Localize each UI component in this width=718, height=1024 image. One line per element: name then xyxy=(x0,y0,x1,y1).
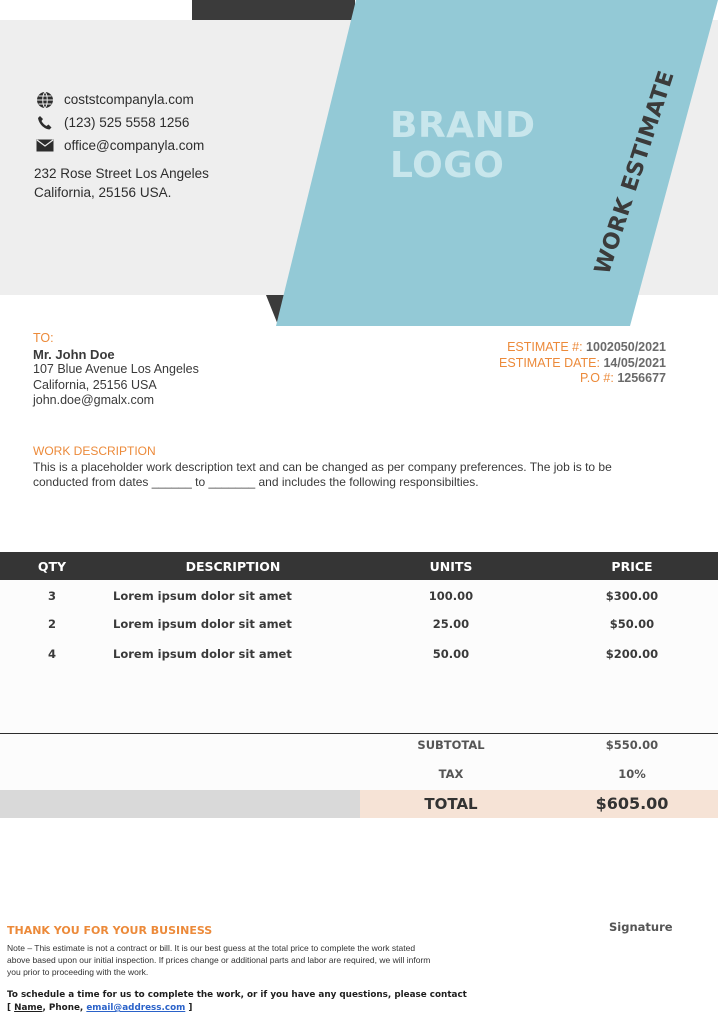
phone-row xyxy=(34,111,204,134)
table-row xyxy=(0,647,718,675)
envelope-icon xyxy=(34,137,56,155)
note-line3: you prior to proceeding with the work. xyxy=(7,966,149,977)
contact-bracket-open: [ xyxy=(7,1003,15,1013)
company-contact xyxy=(34,88,204,157)
row-units: 100.00 xyxy=(428,589,474,603)
estimate-date: 14/05/2021 xyxy=(603,355,666,370)
row-price: $50.00 xyxy=(609,617,655,631)
globe-icon xyxy=(34,91,56,109)
recipient-name: Mr. John Doe xyxy=(33,346,115,362)
phone-icon xyxy=(34,114,56,132)
row-qty: 4 xyxy=(47,647,56,661)
row-units: 50.00 xyxy=(432,647,470,661)
estimate-date-row xyxy=(499,356,666,372)
header-description: DESCRIPTION xyxy=(185,559,281,574)
total-row-gray xyxy=(0,790,360,818)
schedule-text: To schedule a time for us to complete the work, or if you have any questions, please contact xyxy=(7,990,467,1000)
tax-label: TAX xyxy=(438,767,464,781)
brand-logo xyxy=(390,106,536,186)
tax-value: 10% xyxy=(618,767,646,781)
recipient-label: TO: xyxy=(33,331,54,345)
work-description-label: WORK DESCRIPTION xyxy=(33,444,156,458)
brand-logo-line1: BRAND xyxy=(390,105,536,146)
recipient-address-line1: 107 Blue Avenue Los Angeles xyxy=(33,362,199,376)
work-description-line2: conducted from dates ______ to _______ and includes the following responsibilties. xyxy=(33,475,479,489)
subtotal-value: $550.00 xyxy=(605,738,659,752)
company-address-line2: California, 25156 USA. xyxy=(34,185,172,200)
estimate-number: 1002050/2021 xyxy=(586,340,666,354)
company-email[interactable]: office@companyla.com xyxy=(64,138,205,153)
contact-phone: , Phone, xyxy=(42,1003,87,1013)
recipient-address-line2: California, 25156 USA xyxy=(33,377,157,392)
po-row xyxy=(499,371,666,387)
contact-email-link[interactable]: email@address.com xyxy=(86,1003,186,1013)
po-label: P.O #: xyxy=(580,371,614,385)
estimate-number-label: ESTIMATE #: xyxy=(507,340,583,354)
email-row xyxy=(34,134,204,157)
estimate-number-row xyxy=(499,340,666,356)
row-qty: 2 xyxy=(47,617,56,631)
work-description xyxy=(33,444,673,491)
signature-label: Signature xyxy=(609,920,673,934)
recipient-block xyxy=(33,331,199,409)
company-address-line1: 232 Rose Street Los Angeles xyxy=(34,166,209,181)
table-row xyxy=(0,589,718,617)
row-price: $200.00 xyxy=(605,647,659,661)
note-line1: Note – This estimate is not a contract or bill. It is our best guess at the total price to complete the work stated xyxy=(7,943,416,953)
table-row xyxy=(0,617,718,645)
estimate-date-label: ESTIMATE DATE: xyxy=(499,355,600,370)
po-number: 1256677 xyxy=(617,371,666,385)
brand-logo-line2: LOGO xyxy=(390,145,505,186)
document-title: WORK ESTIMATE xyxy=(590,67,680,278)
row-price: $300.00 xyxy=(605,589,659,603)
row-description: Lorem ipsum dolor sit amet xyxy=(113,617,292,631)
schedule-contact xyxy=(7,989,527,1015)
table-divider xyxy=(0,733,718,734)
header-price: PRICE xyxy=(611,559,653,574)
total-label: TOTAL xyxy=(424,795,478,813)
header-qty: QTY xyxy=(37,559,67,574)
website-row xyxy=(34,88,204,111)
recipient-email[interactable]: john.doe@gmalx.com xyxy=(33,393,155,407)
contact-line xyxy=(7,1002,527,1015)
total-value: $605.00 xyxy=(595,794,669,813)
contact-name[interactable]: Name xyxy=(14,1003,43,1013)
company-website[interactable]: coststcompanyla.com xyxy=(64,92,194,107)
row-qty: 3 xyxy=(47,589,56,603)
row-units: 25.00 xyxy=(432,617,470,631)
estimate-info xyxy=(499,340,666,387)
row-description: Lorem ipsum dolor sit amet xyxy=(113,589,292,603)
header-dark-accent-top xyxy=(192,0,355,20)
estimate-note xyxy=(7,943,497,978)
subtotal-label: SUBTOTAL xyxy=(417,738,485,752)
work-description-line1: This is a placeholder work description text and can be changed as per company preferences. The job is to be xyxy=(33,459,612,474)
header-units: UNITS xyxy=(429,559,473,574)
row-description: Lorem ipsum dolor sit amet xyxy=(113,647,292,661)
company-phone[interactable]: (123) 525 5558 1256 xyxy=(64,115,190,130)
thank-you-heading: THANK YOU FOR YOUR BUSINESS xyxy=(7,924,213,937)
table-header xyxy=(0,552,718,580)
contact-bracket-close: ] xyxy=(185,1003,193,1013)
company-address xyxy=(34,164,209,202)
note-line2: above based upon our initial inspection. If prices change or additional parts and labor are required, we will inform xyxy=(7,954,431,965)
